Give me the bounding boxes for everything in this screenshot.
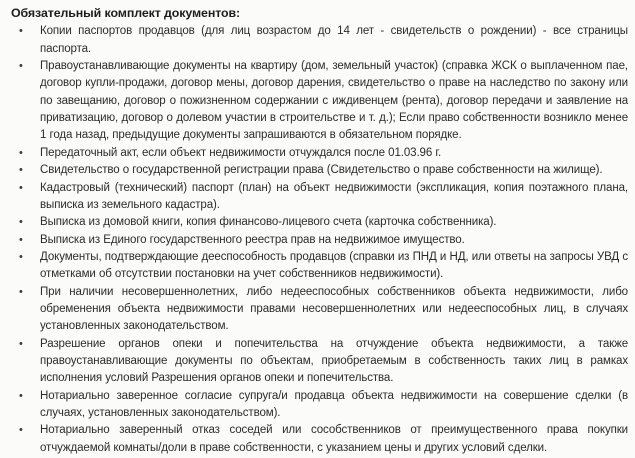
list-item-text: Свидетельство о государственной регистрации права (Свидетельство о праве собственности на жилище).	[40, 164, 603, 177]
list-item	[10, 162, 628, 179]
list-item	[10, 249, 628, 284]
list-item-text: Кадастровый (технический) паспорт (план) на объект недвижимости (экспликация, копия поэтажного плана, выписка из земельного кадастра).	[40, 181, 628, 211]
bullet-icon: •	[19, 285, 23, 298]
list-item	[10, 388, 628, 423]
list-item	[10, 232, 628, 249]
list-item	[10, 336, 628, 388]
bullet-icon: •	[19, 233, 23, 246]
list-item-text: Нотариально заверенный отказ соседей или сособственников от преимущественного права покупки отчуждаемой комнаты/доли в праве собственности, с указанием цены и других условий сделки.	[40, 424, 628, 454]
bullet-icon: •	[19, 164, 23, 177]
list-item-text: Правоустанавливающие документы на квартиру (дом, земельный участок) (справка ЖСК о выплаченном пае, договор купли-продажи, договор мены, договор дарения, свидетельство о праве на наследство по закону или по завещанию, договор о пожизненном содержании с иждивенцем (рента), договор передачи и заявление на приватизацию, договор о долевом участии в строительстве и т. д.); Если право собственности возникло менее 1 года назад, предыдущие документы запрашиваются в обязательном порядке.	[40, 60, 628, 142]
list-item	[10, 284, 628, 336]
bullet-icon: •	[19, 424, 23, 437]
bullet-icon: •	[19, 216, 23, 229]
page-title: Обязательный комплект документов:	[11, 6, 241, 20]
list-item	[10, 58, 628, 145]
bullet-icon: •	[19, 250, 23, 263]
bullet-icon: •	[19, 25, 23, 38]
list-item-text: Копии паспортов продавцов (для лиц возрастом до 14 лет - свидетельств о рождении) - все страницы паспорта.	[40, 25, 628, 55]
list-item	[10, 23, 628, 58]
bullet-icon: •	[19, 337, 23, 350]
bullet-icon: •	[19, 60, 23, 73]
list-item-text: Нотариально заверенное согласие супруга/и продавца объекта недвижимости на совершение сделки (в случаях, установленных законодательством).	[40, 389, 628, 419]
list-item	[10, 214, 628, 231]
list-item-text: Передаточный акт, если объект недвижимости отчуждался после 01.03.96 г.	[40, 146, 442, 159]
list-item	[10, 180, 628, 215]
list-item-text: Выписка из Единого государственного реестра прав на недвижимое имущество.	[40, 233, 465, 246]
list-item	[10, 145, 628, 162]
required-documents-list	[10, 23, 628, 457]
bullet-icon: •	[19, 181, 23, 194]
list-item	[10, 422, 628, 457]
list-item-text: Выписка из домовой книги, копия финансово-лицевого счета (карточка собственника).	[40, 216, 497, 229]
list-item-text: Документы, подтверждающие дееспособность продавцов (справки из ПНД и НД, или ответы на запросы УВД с отметками об отсутствии постановки на учет собственников недвижимости).	[40, 250, 628, 281]
bullet-icon: •	[19, 146, 23, 159]
list-item-text: При наличии несовершеннолетних, либо недееспособных собственников объекта недвижимости, либо обременения объекта недвижимости правами несовершеннолетних или недееспособных лиц, в случаях установленных законодательством.	[40, 285, 628, 333]
bullet-icon: •	[19, 389, 23, 402]
list-item-text: Разрешение органов опеки и попечительства на отчуждение объекта недвижимости, а также правоустанавливающие документы по объектам, приобретаемым в собственность таких лиц в рамках исполнения условий Разрешения органов опеки и попечительства.	[40, 337, 628, 385]
